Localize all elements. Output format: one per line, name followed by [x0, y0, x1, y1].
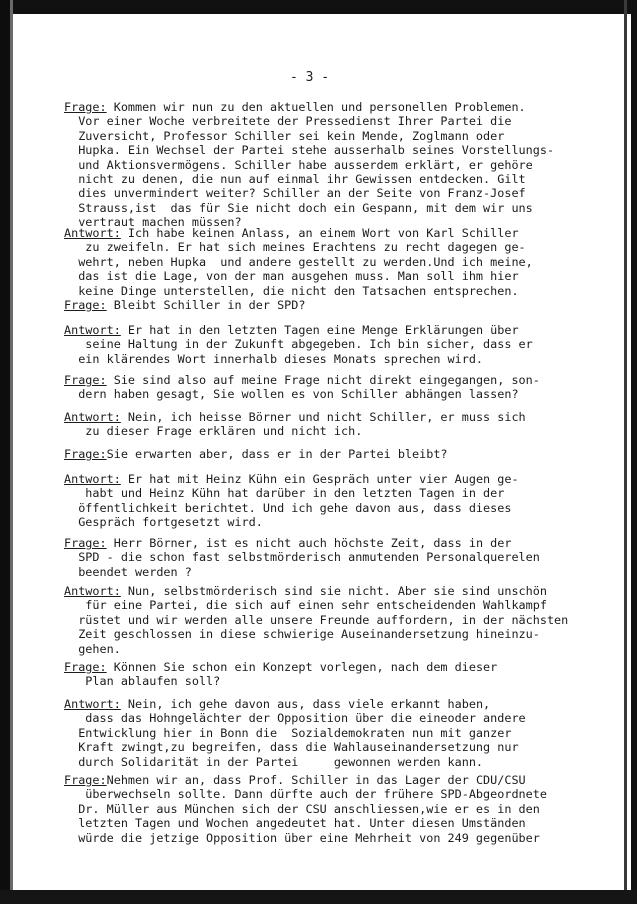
text-line: Frage:Nehmen wir an, dass Prof. Schiller in das Lager der CDU/CSU: [64, 773, 526, 787]
text-line: Antwort: Ich habe keinen Anlass, an einem Wort von Karl Schiller: [64, 226, 519, 240]
text-line: keine Dinge unterstellen, die nicht den Tatsachen entsprechen.: [64, 283, 519, 298]
text-line: würde die jetzige Opposition über eine Mehrheit von 249 gegenüber: [64, 830, 540, 845]
text-line: Frage: Können Sie schon ein Konzept vorlegen, nach dem dieser: [64, 660, 498, 674]
text-line: habt und Heinz Kühn hat darüber in den letzten Tagen in der: [64, 486, 505, 501]
speaker-label: Frage:: [64, 773, 107, 787]
text-line: letzten Tagen und Wochen angedeutet hat. Unter diesen Umständen: [64, 816, 526, 831]
text-line: Entwicklung hier in Bonn die Sozialdemokraten nun mit ganzer: [64, 725, 512, 740]
speaker-label: Frage:: [64, 536, 107, 550]
qa-block: [64, 447, 574, 461]
text-line: öffentlichkeit berichtet. Und ich gehe davon aus, dass dieses: [64, 500, 512, 515]
qa-block: [64, 472, 574, 530]
speaker-label: Frage:: [64, 298, 107, 312]
text-line: Antwort: Nein, ich gehe davon aus, dass viele erkannt haben,: [64, 697, 491, 711]
qa-block: [64, 226, 574, 298]
text-line: zu dieser Frage erklären und nicht ich.: [64, 424, 363, 439]
text-line: Antwort: Nun, selbstmörderisch sind sie nicht. Aber sie sind unschön: [64, 584, 547, 598]
qa-block: [64, 373, 574, 402]
scan-border-bottom: [0, 890, 637, 904]
text-line: gehen.: [64, 641, 121, 656]
speaker-label: Antwort:: [64, 697, 121, 711]
speaker-label: Antwort:: [64, 472, 121, 486]
text-line: Antwort: Nein, ich heisse Börner und nicht Schiller, er muss sich: [64, 410, 526, 424]
speaker-label: Frage:: [64, 447, 107, 461]
text-line: Antwort: Er hat in den letzten Tagen eine Menge Erklärungen über: [64, 323, 519, 337]
speaker-label: Antwort:: [64, 410, 121, 424]
text-line: das ist die Lage, von der man ausgehen muss. Man soll ihm hier: [64, 269, 519, 284]
text-line: SPD - die schon fast selbstmörderisch anmutenden Personalquerelen: [64, 550, 540, 565]
speaker-label: Antwort:: [64, 323, 121, 337]
text-line: Gespräch fortgesetzt wird.: [64, 515, 263, 530]
text-line: ein klärendes Wort innerhalb dieses Monats sprechen wird.: [64, 351, 484, 366]
speaker-label: Frage:: [64, 100, 107, 114]
text-line: dass das Hohngelächter der Opposition über die eineoder andere: [64, 711, 526, 726]
qa-block: [64, 773, 574, 845]
qa-block: [64, 660, 574, 689]
scan-border-top: [0, 0, 637, 14]
qa-block: [64, 536, 574, 579]
text-line: dies unvermindert weiter? Schiller an der Seite von Franz-Josef: [64, 186, 526, 201]
text-line: nicht zu denen, die nun auf einmal ihr Gewissen entdecken. Gilt: [64, 171, 526, 186]
speaker-label: Antwort:: [64, 584, 121, 598]
speaker-label: Frage:: [64, 660, 107, 674]
text-line: Zuversicht, Professor Schiller sei kein Mende, Zoglmann oder: [64, 128, 505, 143]
text-line: Hupka. Ein Wechsel der Partei stehe ausserhalb seines Vorstellungs-: [64, 143, 555, 158]
text-line: Frage:Sie erwarten aber, dass er in der Partei bleibt?: [64, 447, 448, 461]
text-line: überwechseln sollte. Dann dürfte auch der frühere SPD-Abgeordnete: [64, 787, 547, 802]
text-line: Strauss,ist das für Sie nicht doch ein Gespann, mit dem wir uns: [64, 200, 533, 215]
qa-block: [64, 298, 574, 312]
text-line: Kraft zwingt,zu begreifen, dass die Wahlauseinandersetzung nur: [64, 740, 519, 755]
page-number: - 3 -: [290, 70, 330, 85]
text-line: Frage: Sie sind also auf meine Frage nicht direkt eingegangen, son-: [64, 373, 540, 387]
text-line: seine Haltung in der Zukunft abgegeben. Ich bin sicher, dass er: [64, 337, 533, 352]
scan-border-left-shadow: [10, 0, 13, 904]
qa-block: [64, 410, 574, 439]
text-line: beendet werden ?: [64, 564, 192, 579]
qa-block: [64, 697, 574, 769]
text-line: wehrt, neben Hupka und andere gestellt zu werden.Und ich meine,: [64, 254, 533, 269]
scan-border-right-shadow: [624, 0, 627, 904]
text-line: Vor einer Woche verbreitete der Pressedienst Ihrer Partei die: [64, 114, 512, 129]
qa-block: [64, 584, 574, 656]
text-line: Frage: Kommen wir nun zu den aktuellen und personellen Problemen.: [64, 100, 526, 114]
text-line: durch Solidarität in der Partei gewonnen werden kann.: [64, 754, 484, 769]
text-line: dern haben gesagt, Sie wollen es von Schiller abhängen lassen?: [64, 387, 519, 402]
text-line: Dr. Müller aus München sich der CSU anschliessen,wie er es in den: [64, 801, 540, 816]
qa-block: [64, 100, 574, 230]
text-line: zu zweifeln. Er hat sich meines Erachtens zu recht dagegen ge-: [64, 240, 526, 255]
text-line: Antwort: Er hat mit Heinz Kühn ein Gespräch unter vier Augen ge-: [64, 472, 519, 486]
text-line: Frage: Herr Börner, ist es nicht auch höchste Zeit, dass in der: [64, 536, 512, 550]
speaker-label: Frage:: [64, 373, 107, 387]
text-line: für eine Partei, die sich auf einen sehr entscheidenden Wahlkampf: [64, 598, 547, 613]
scan-border-right: [631, 0, 637, 904]
text-line: rüstet und wir werden alle unsere Freunde auffordern, in der nächsten: [64, 612, 569, 627]
text-line: vertraut machen müssen?: [64, 215, 242, 230]
speaker-label: Antwort:: [64, 226, 121, 240]
scan-border-left: [0, 0, 10, 904]
text-line: Frage: Bleibt Schiller in der SPD?: [64, 298, 306, 312]
text-line: Plan ablaufen soll?: [64, 674, 221, 689]
text-line: Zeit geschlossen in diese schwierige Auseinandersetzung hineinzu-: [64, 627, 540, 642]
text-line: und Aktionsvermögens. Schiller habe ausserdem erklärt, er gehöre: [64, 157, 533, 172]
qa-block: [64, 323, 574, 366]
